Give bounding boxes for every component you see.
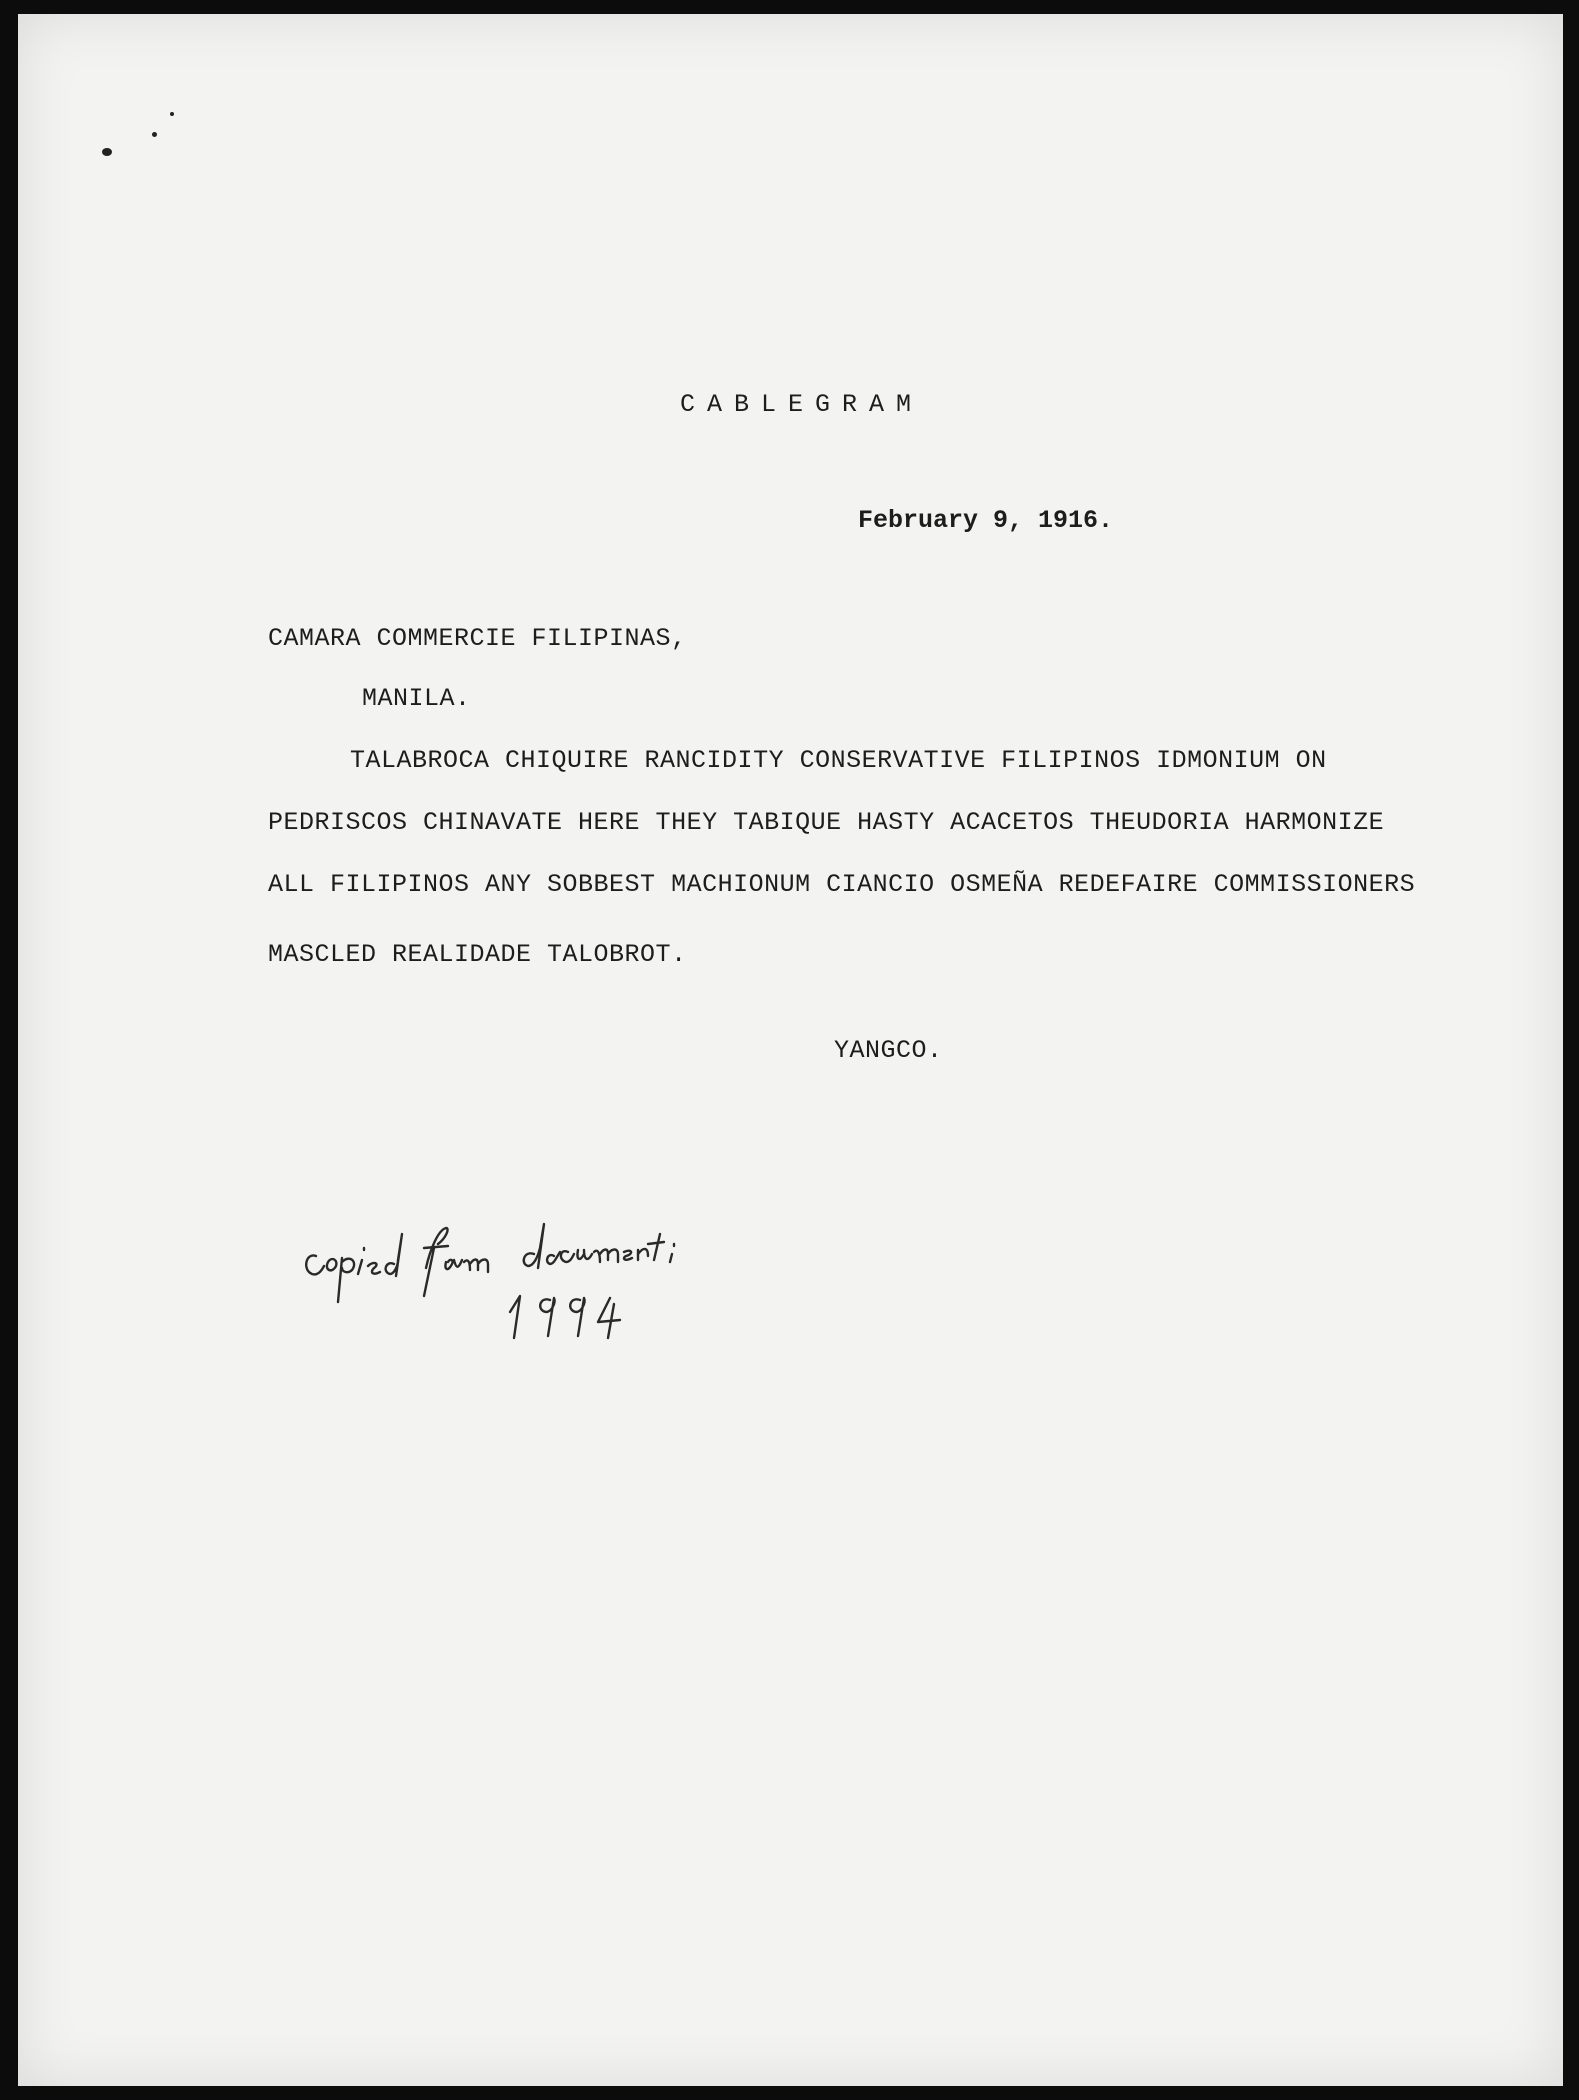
- document-title: CABLEGRAM: [680, 390, 924, 419]
- document-page: [18, 14, 1563, 2086]
- sender-signature: YANGCO.: [834, 1036, 943, 1065]
- message-line: PEDRISCOS CHINAVATE HERE THEY TABIQUE HASTY ACACETOS THEUDORIA HARMONIZE: [268, 808, 1385, 837]
- message-line: TALABROCA CHIQUIRE RANCIDITY CONSERVATIVE FILIPINOS IDMONIUM ON: [350, 746, 1327, 775]
- ink-speck: [152, 132, 157, 137]
- ink-speck: [170, 112, 174, 116]
- recipient-city: MANILA.: [362, 684, 471, 713]
- recipient-name: CAMARA COMMERCIE FILIPINAS,: [268, 624, 687, 653]
- document-date: February 9, 1916.: [858, 506, 1114, 535]
- message-line: ALL FILIPINOS ANY SOBBEST MACHIONUM CIANCIO OSMEÑA REDEFAIRE COMMISSIONERS: [268, 870, 1416, 899]
- ink-speck: [102, 148, 112, 156]
- handwritten-note: [298, 1204, 818, 1344]
- message-line: MASCLED REALIDADE TALOBROT.: [268, 940, 687, 969]
